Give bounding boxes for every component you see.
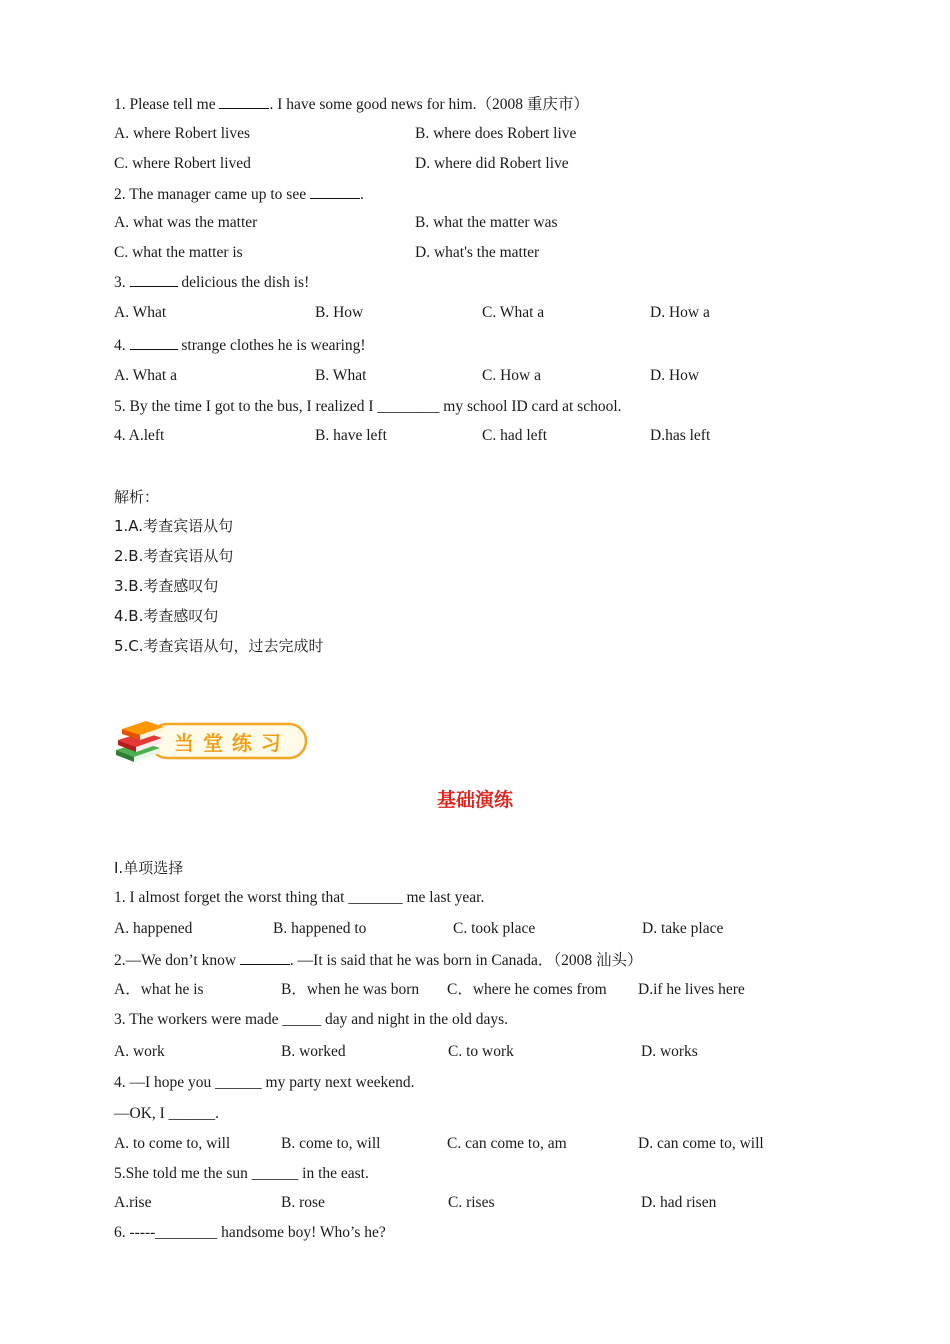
e2-option-d: D.if he lives here xyxy=(638,981,745,998)
q1-option-d: D. where did Robert live xyxy=(415,155,569,172)
e3-option-b: B. worked xyxy=(281,1043,346,1060)
q2-option-d: D. what's the matter xyxy=(415,244,540,261)
q5-option-d: D.has left xyxy=(650,427,711,444)
q2-option-c: C. what the matter is xyxy=(114,244,243,261)
q3-option-b: B. How xyxy=(315,304,364,321)
e3-option-a: A. work xyxy=(114,1043,165,1060)
e1-option-a: A. happened xyxy=(114,920,193,937)
analysis-title: 解析： xyxy=(114,488,160,506)
e3-stem: 3. The workers were made _____ day and night in the old days. xyxy=(114,1011,509,1028)
e5-option-b: B. rose xyxy=(281,1194,325,1211)
analysis-item: 1.A.考查宾语从句 xyxy=(114,517,234,535)
q4-blank xyxy=(130,335,178,350)
q2-option-b: B. what the matter was xyxy=(415,214,558,231)
e2-blank xyxy=(240,950,290,965)
e4-option-a: A. to come to, will xyxy=(114,1135,231,1152)
e1-option-b: B. happened to xyxy=(273,920,367,937)
e4-option-c: C. can come to, am xyxy=(447,1135,567,1152)
e1-option-d: D. take place xyxy=(642,920,724,937)
q5-option-c: C. had left xyxy=(482,427,547,444)
e5-option-a: A.rise xyxy=(114,1194,152,1211)
q2-blank xyxy=(310,184,360,199)
q1-stem: 1. Please tell me . I have some good news for him.（2008 重庆市） xyxy=(114,96,589,113)
q5-option-b: B. have left xyxy=(315,427,387,444)
e2-option-a: A．what he is xyxy=(114,981,204,998)
part-title: I.单项选择 xyxy=(114,859,184,877)
q4-stem: 4. strange clothes he is wearing! xyxy=(114,337,366,354)
q4-option-b: B. What xyxy=(315,367,367,384)
e6-stem: 6. -----________ handsome boy! Who’s he? xyxy=(114,1224,386,1241)
practice-banner xyxy=(112,716,312,768)
q1-option-b: B. where does Robert live xyxy=(415,125,577,142)
q5-option-a: 4. A.left xyxy=(114,427,165,444)
e1-stem: 1. I almost forget the worst thing that _______ me last year. xyxy=(114,889,485,906)
q3-option-c: C. What a xyxy=(482,304,545,321)
e2-stem: 2.—We don’t know . —It is said that he was born in Canada．（2008 汕头） xyxy=(114,952,643,969)
e5-option-c: C. rises xyxy=(448,1194,495,1211)
analysis-item: 2.B.考查宾语从句 xyxy=(114,547,234,565)
q3-stem: 3. delicious the dish is! xyxy=(114,274,310,291)
e3-option-d: D. works xyxy=(641,1043,698,1060)
q2-option-a: A. what was the matter xyxy=(114,214,258,231)
q4-option-c: C. How a xyxy=(482,367,541,384)
q1-option-c: C. where Robert lived xyxy=(114,155,251,172)
q3-blank xyxy=(130,272,178,287)
q3-option-a: A. What xyxy=(114,304,167,321)
analysis-item: 5.C.考查宾语从句，过去完成时 xyxy=(114,637,324,655)
analysis-item: 3.B.考查感叹句 xyxy=(114,577,219,595)
e5-option-d: D. had risen xyxy=(641,1194,717,1211)
e5-stem: 5.She told me the sun ______ in the east. xyxy=(114,1165,369,1182)
q4-option-a: A. What a xyxy=(114,367,177,384)
e4-option-b: B. come to, will xyxy=(281,1135,381,1152)
e4-stem: 4. —I hope you ______ my party next weekend. xyxy=(114,1074,415,1091)
section-title: 基础演练 xyxy=(436,789,513,811)
q1-option-a: A. where Robert lives xyxy=(114,125,251,142)
q4-option-d: D. How xyxy=(650,367,700,384)
q5-stem: 5. By the time I got to the bus, I realized I ________ my school ID card at school. xyxy=(114,398,622,415)
banner-text: 当 堂 练 习 xyxy=(174,731,282,755)
e2-option-c: C．where he comes from xyxy=(447,981,607,998)
analysis-item: 4.B.考查感叹句 xyxy=(114,607,219,625)
e3-option-c: C. to work xyxy=(448,1043,514,1060)
q3-option-d: D. How a xyxy=(650,304,710,321)
e4-stem-reply: —OK, I ______. xyxy=(114,1105,220,1122)
e4-option-d: D. can come to, will xyxy=(638,1135,764,1152)
q1-blank xyxy=(219,94,269,109)
e2-option-b: B．when he was born xyxy=(281,981,420,998)
e1-option-c: C. took place xyxy=(453,920,536,937)
q2-stem: 2. The manager came up to see . xyxy=(114,186,364,203)
